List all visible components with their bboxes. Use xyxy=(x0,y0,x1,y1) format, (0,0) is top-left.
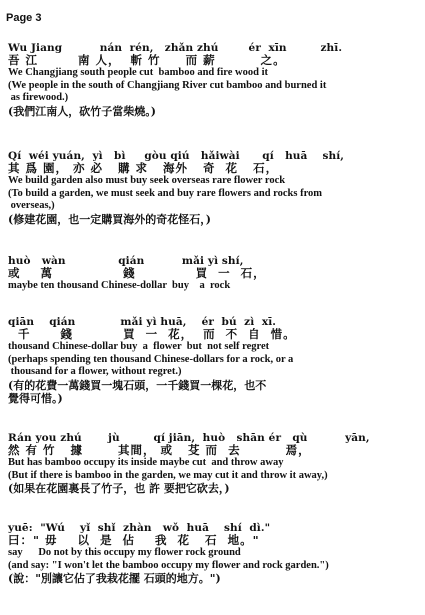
translation-line: (and say: "I won't let the bamboo occupy my flower and rock garden.") xyxy=(8,559,329,571)
hanzi-line: 然 有 竹 據 其間， 或 芟 而 去 焉， xyxy=(8,443,311,457)
hanzi-line: 吾 江 南 人， 斬 竹 而 薪 之。 xyxy=(8,53,286,67)
hanzi-line: 或 萬 錢 買 一 石， xyxy=(8,266,266,280)
gloss-line: thousand Chinese-dollar buy a flower but not self regret xyxy=(8,341,270,352)
pinyin-line: Qí wéi yuán, yì bì gòu qiú hǎiwài qí huā shí, xyxy=(8,150,345,162)
translation-line: as firewood.) xyxy=(8,92,69,103)
page-number: Page 3 xyxy=(6,12,42,24)
verse-block-4 xyxy=(8,316,419,405)
pinyin-line: huò wàn qián mǎi yì shí, xyxy=(8,255,244,267)
verse-block-6 xyxy=(8,522,419,585)
verse-block-1 xyxy=(8,42,419,118)
translation-line: (perhaps spending ten thousand Chinese-dollars for a rock, or a xyxy=(8,353,294,365)
translation-line: overseas,) xyxy=(8,200,55,211)
chinese-translation: (我們江南人，砍竹子當柴燒。) xyxy=(8,104,156,118)
hanzi-line: 千 錢 買 一 花， 而 不 自 惜。 xyxy=(8,327,296,341)
gloss-line: maybe ten thousand Chinese-dollar buy a rock xyxy=(8,280,231,291)
verse-block-5 xyxy=(8,432,419,495)
translation-line: (We people in the south of Changjiang River cut bamboo and burned it xyxy=(8,79,327,91)
chinese-translation: (有的花費一萬錢買一塊石頭，一千錢買一棵花，也不 覺得可惜。) xyxy=(8,378,267,405)
chinese-translation: (如果在花園裏長了竹子，也 許 要把它砍去，) xyxy=(8,482,230,495)
verse-block-2 xyxy=(8,150,419,226)
chinese-translation: (修建花園，也一定購買海外的奇花怪石，) xyxy=(8,212,211,226)
translation-line: (But if there is bamboo in the garden, we may cut it and throw it away,) xyxy=(8,469,328,481)
pinyin-line: qiān qián mǎi yì huā, ér bú zì xī. xyxy=(8,316,277,328)
gloss-line: We build garden also must buy seek overseas rare flower rock xyxy=(8,175,286,186)
gloss-line: We Changjiang south people cut bamboo and fire wood it xyxy=(8,67,269,78)
verse-block-3 xyxy=(8,255,419,293)
translation-line: thousand for a flower, without regret.) xyxy=(8,366,182,377)
pinyin-line: yuē: "Wú yǐ shǐ zhàn wǒ huā shí dì." xyxy=(8,522,271,534)
hanzi-line: 其 爲 園， 亦 必 購 求 海外 奇 花 石， xyxy=(8,161,279,175)
chinese-translation: (說："別讓它佔了我栽花擺 石頭的地方。") xyxy=(8,572,221,585)
pinyin-line: Rán you zhú jù qí jiān, huò shān ér qù yān, xyxy=(8,432,370,444)
translation-line: (To build a garden, we must seek and buy rare flowers and rocks from xyxy=(8,187,323,199)
gloss-line: say Do not by this occupy my flower rock ground xyxy=(8,547,241,558)
hanzi-line: 曰：" 毋 以 是 佔 我 花 石 地。" xyxy=(8,533,260,547)
gloss-line: But has bamboo occupy its inside maybe cut and throw away xyxy=(8,457,284,468)
pinyin-line: Wu Jiang nán rén, zhǎn zhú ér xīn zhī. xyxy=(8,42,343,54)
